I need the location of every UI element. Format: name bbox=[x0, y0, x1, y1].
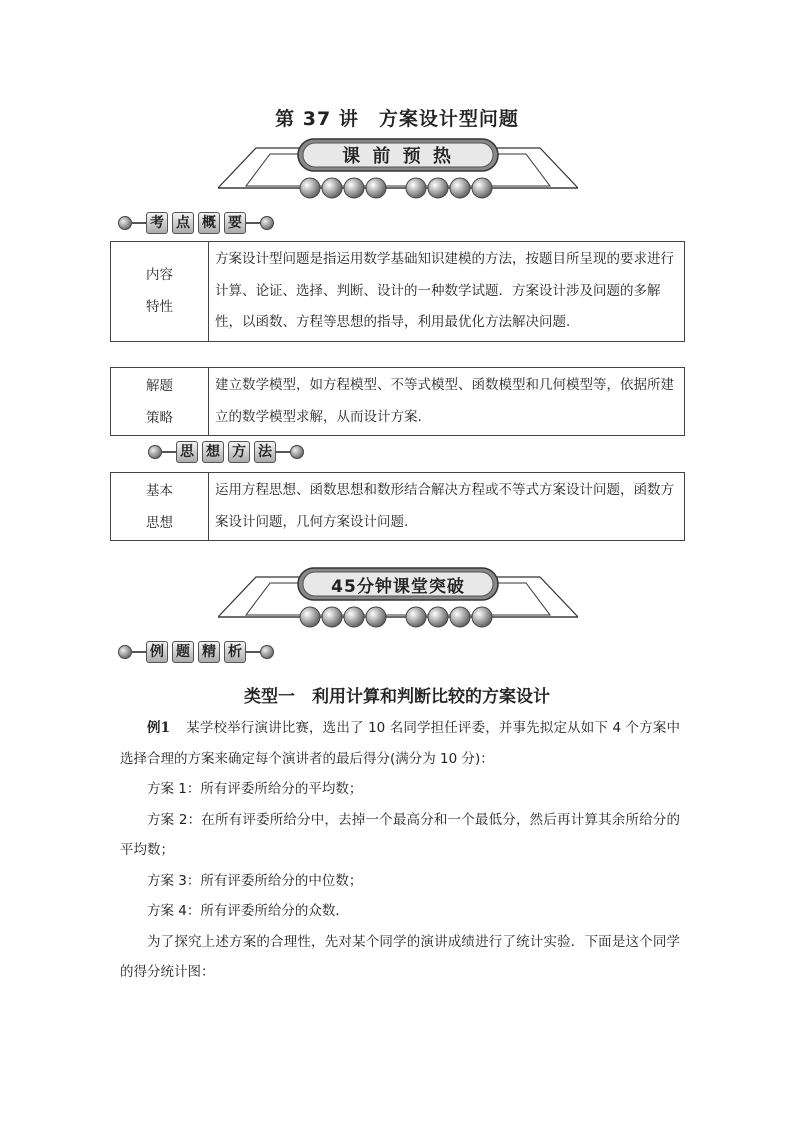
example-body bbox=[120, 713, 680, 988]
table-key: 解题 策略 bbox=[111, 368, 209, 436]
section-header-kaodian: 考 点 概 要 bbox=[118, 212, 274, 234]
banner-label: 45分钟课堂突破 bbox=[331, 577, 465, 597]
table-key: 内容 特性 bbox=[111, 242, 209, 342]
info-table-thought bbox=[110, 472, 685, 541]
banner-beads bbox=[218, 603, 578, 633]
type-title: 类型一 利用计算和判断比较的方案设计 bbox=[244, 687, 550, 707]
section-header-sixiang: 思 想 方 法 bbox=[148, 441, 304, 463]
banner-label: 课 前 预 热 bbox=[342, 146, 454, 167]
example-label: 例1 bbox=[147, 720, 171, 736]
banner-beads bbox=[218, 174, 578, 204]
table-value: 方案设计型问题是指运用数学基础知识建模的方法，按题目所呈现的要求进行计算、论证、选择、判断、设计的一种数学试题．方案设计涉及问题的多解性，以函数、方程等思想的指导，利用最优化方法解决问题. bbox=[209, 242, 685, 342]
section-header-liti: 例 题 精 析 bbox=[118, 641, 274, 663]
plan-1: 方案 1：所有评委所给分的平均数； bbox=[147, 781, 363, 797]
table-key: 基本 思想 bbox=[111, 473, 209, 541]
table-value: 运用方程思想、函数思想和数形结合解决方程或不等式方案设计问题，函数方案设计问题，几何方案设计问题. bbox=[209, 473, 685, 541]
page-title: 第 37 讲 方案设计型问题 bbox=[275, 108, 519, 130]
example-intro: 例1 某学校举行演讲比赛，选出了 10 名同学担任评委，并事先拟定从如下 4 个方案中选择合理的方案来确定每个演讲者的最后得分(满分为 10 分)： bbox=[120, 720, 680, 767]
plan-3: 方案 3：所有评委所给分的中位数； bbox=[147, 872, 363, 889]
info-table-strategy bbox=[110, 367, 685, 436]
table-value: 建立数学模型，如方程模型、不等式模型、函数模型和几何模型等，依据所建立的数学模型求解，从而设计方案. bbox=[209, 368, 685, 436]
plan-4: 方案 4：所有评委所给分的众数． bbox=[147, 903, 349, 919]
info-table-content bbox=[110, 241, 685, 342]
example-closing: 为了探究上述方案的合理性，先对某个同学的演讲成绩进行了统计实验．下面是这个同学的得分统计图： bbox=[120, 933, 680, 980]
plan-2: 方案 2：在所有评委所给分中，去掉一个最高分和一个最低分，然后再计算其余所给分的平均数； bbox=[120, 811, 680, 858]
